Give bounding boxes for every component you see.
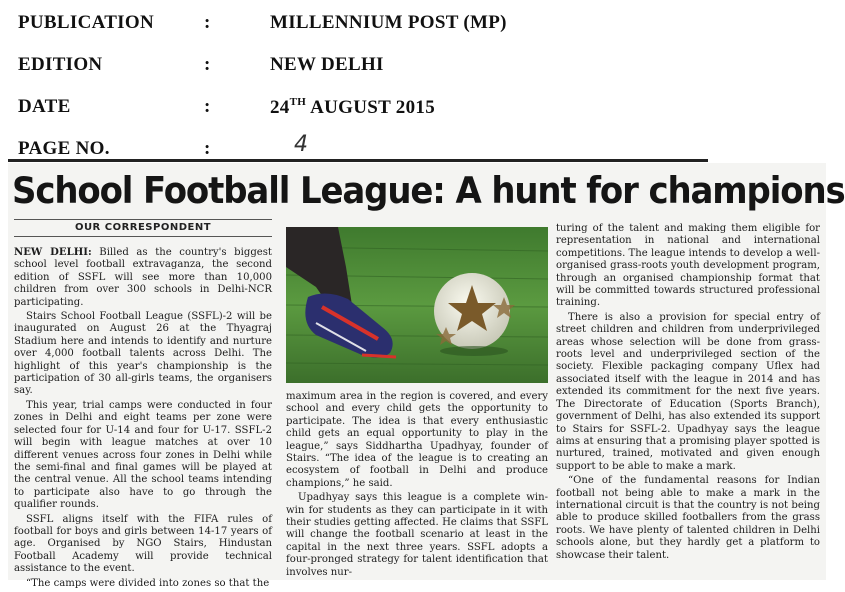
article-dateline: NEW DELHI: [14, 247, 92, 258]
article-paragraph-9: There is also a provision for special entry of street children and children from underprivileged areas whose selection will be done from grass-roots level and underprivileged section of the society. Flexible packaging company Uflex had associated itself with the league in 2014 and has extended its commitment for the next five years. The Directorate of Education (Sports Branch), government of Delhi, has also extended its support to Stairs for SSFL-2. Upadhyay says the league aims at ensuring that a promising player spotted is nurtured, trained, motivated and given enough support to be able to make a mark. [556, 311, 820, 472]
date-rest: AUGUST 2015 [306, 97, 435, 118]
edition-value: NEW DELHI [270, 54, 384, 75]
article-paragraph-2: Stairs School Football League (SSFL)-2 will be inaugurated on August 26 at the Thyagraj Stadium here and intends to identify and nurture over 4,000 football talents across Delhi. The highlight of this year's championship is the participation of 30 all-girls teams, the organisers say. [14, 311, 272, 397]
page-label: PAGE NO. [18, 138, 110, 159]
article-paragraph-1-text: Billed as the country's biggest school level football extravaganza, the second edition of SSFL will see more than 10,000 children from over 300 schools in Delhi-NCR participating. [14, 247, 272, 308]
article-paragraph-6: maximum area in the region is covered, and every school and every child gets the opportunity to participate. The idea is that every enthusiastic child gets an equal opportunity to play in the league,” says Siddhartha Upadhyay, founder of Stairs. “The idea of the league is to creating an ecosystem of football in Delhi and produce champions,” he said. [286, 391, 548, 489]
publication-separator: : [204, 12, 211, 33]
edition-separator: : [204, 54, 211, 75]
article-paragraph-3: This year, trial camps were conducted in four zones in Delhi and eight teams per zone were selected four for U-14 and four for U-17. SSFL-2 will begin with league matches at over 10 different venues across four zones in Delhi while the semi-final and final games will be played at the central venue. All the school teams intending to participate also have to go through the qualifier rounds. [14, 399, 272, 511]
publication-row [18, 12, 818, 36]
article-column-1 [14, 247, 272, 592]
date-separator: : [204, 96, 211, 117]
article-paragraph-5: “The camps were divided into zones so that the [26, 577, 270, 589]
date-suffix: TH [289, 96, 307, 108]
publication-label: PUBLICATION [18, 12, 154, 33]
article-column-3 [556, 223, 820, 564]
date-value [270, 96, 435, 119]
article-byline: OUR CORRESPONDENT [14, 219, 272, 237]
date-label: DATE [18, 96, 71, 117]
article-paragraph-1 [14, 247, 272, 309]
header-divider [8, 159, 708, 162]
article-headline: School Football League: A hunt for champions [12, 169, 845, 212]
edition-label: EDITION [18, 54, 103, 75]
article-paragraph-10: “One of the fundamental reasons for Indian football not being able to make a mark in the international circuit is that the country is not being able to produce skilled footballers from the grass roots. We have plenty of talented children in Delhi schools alone, but they hardly get a platform to showcase their talent. [556, 475, 820, 561]
article-paragraph-7: Upadhyay says this league is a complete win-win for students as they can participate in it with their studies getting affected. He claims that SSFL will change the football scenario at least in the capital in the next three years. SSFL adopts a four-pronged strategy for talent identification that involves nur- [286, 492, 548, 578]
edition-row [18, 54, 818, 78]
date-day: 24 [270, 97, 290, 118]
date-row [18, 96, 818, 120]
newspaper-clipping [8, 163, 845, 589]
page-separator: : [204, 138, 211, 159]
article-paragraph-8: turing of the talent and making them eligible for representation in national and international competitions. The league intends to develop a well-organised grass-roots youth development program, through an organised championship format that will be committed towards structured professional training. [556, 223, 820, 309]
article-column-2 [286, 391, 548, 581]
article-paragraph-4: SSFL aligns itself with the FIFA rules of football for boys and girls between 14-17 years of age. Organised by NGO Stairs, Hindustan Football Academy will provide technical assistance to the event. [14, 513, 272, 575]
page-number-handwritten: 4 [294, 132, 309, 157]
football-photo [286, 227, 548, 383]
football-photo-image [286, 227, 548, 383]
publication-value: MILLENNIUM POST (MP) [270, 12, 507, 33]
